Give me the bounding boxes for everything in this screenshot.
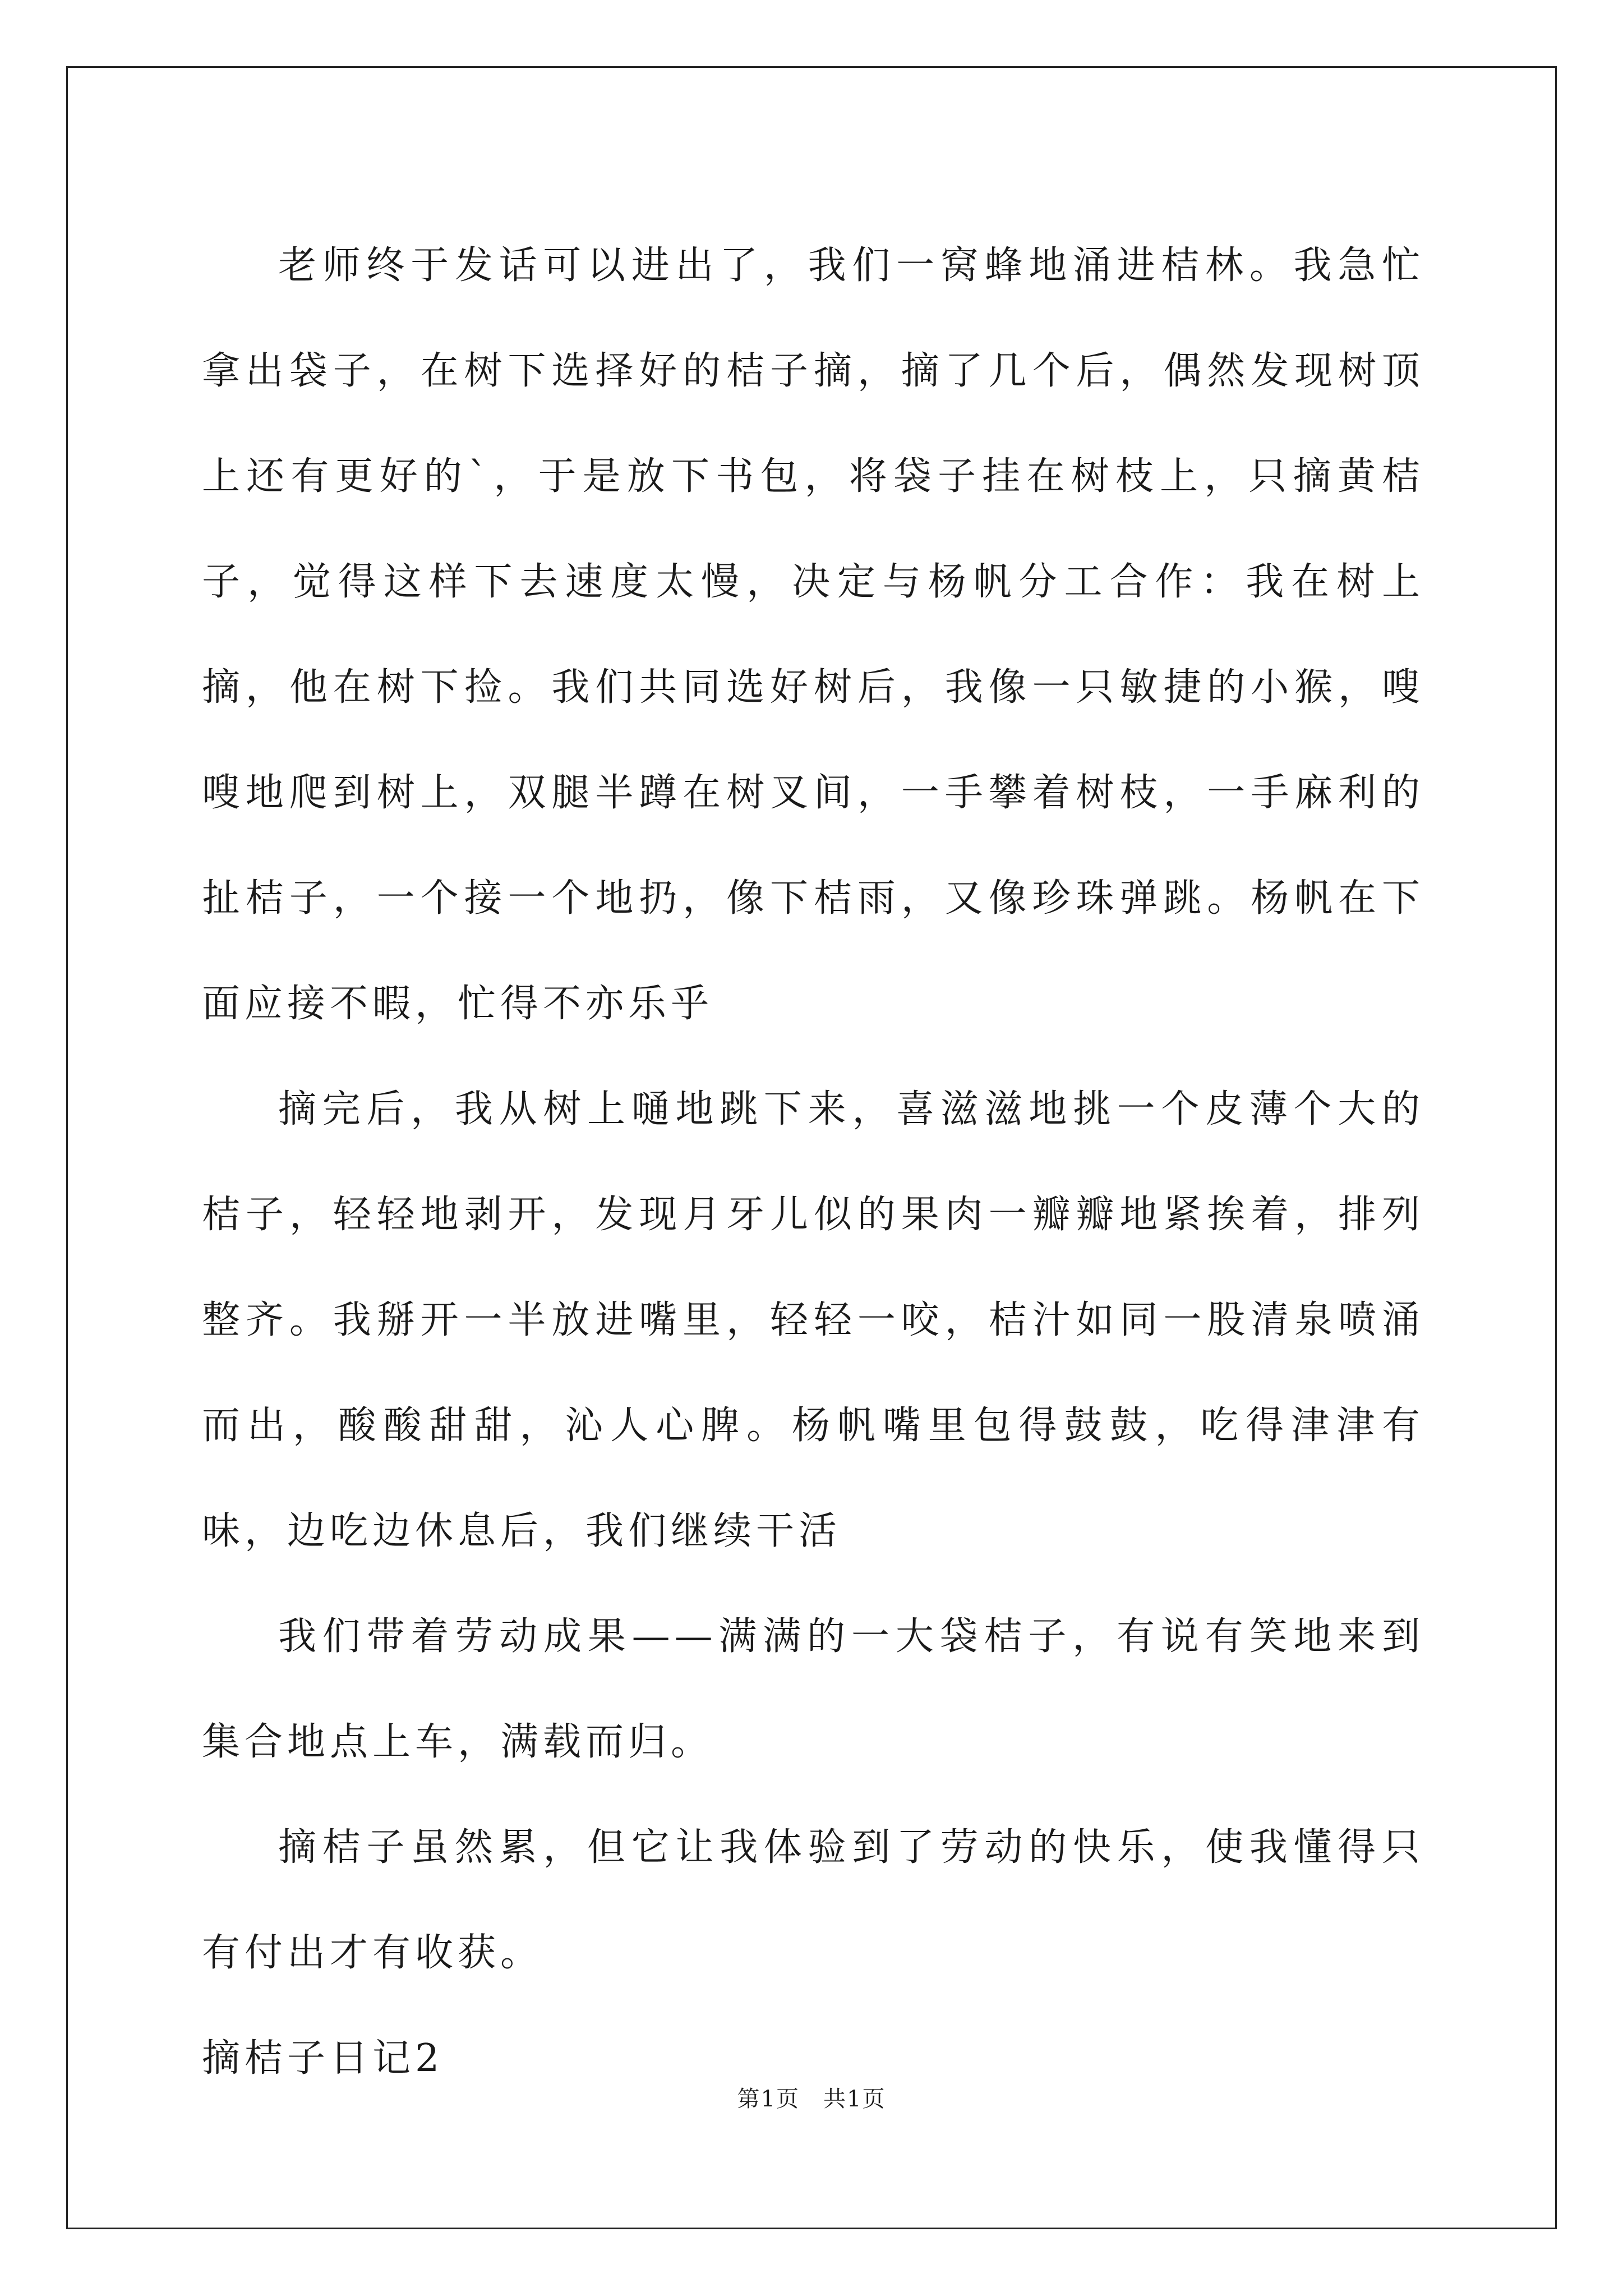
- section-heading: 摘桔子日记2: [202, 2036, 444, 2081]
- paragraph-3: 我们带着劳动成果——满满的一大袋桔子，有说有笑地来到集合地点上车，满载而归。: [202, 1614, 1424, 1764]
- page-footer: 第1页 共1页: [737, 2086, 886, 2112]
- document-body: [202, 213, 1424, 2111]
- paragraph-4: 摘桔子虽然累，但它让我体验到了劳动的快乐，使我懂得只有付出才有收获。: [202, 1825, 1424, 1975]
- paragraph-2: 摘完后，我从树上嗵地跳下来，喜滋滋地挑一个皮薄个大的桔子，轻轻地剥开，发现月牙儿似的果肉一瓣瓣地紧挨着，排列整齐。我掰开一半放进嘴里，轻轻一咬，桔汁如同一股清泉喷涌而出，酸酸甜甜，沁人心脾。杨帆嘴里包得鼓鼓，吃得津津有味，边吃边休息后，我们继续干活: [202, 1087, 1424, 1553]
- paragraph-1: 老师终于发话可以进出了，我们一窝蜂地涌进桔林。我急忙拿出袋子，在树下选择好的桔子摘，摘了几个后，偶然发现树顶上还有更好的`，于是放下书包，将袋子挂在树枝上，只摘黄桔子，觉得这样下去速度太慢，决定与杨帆分工合作：我在树上摘，他在树下捡。我们共同选好树后，我像一只敏捷的小猴，嗖嗖地爬到树上，双腿半蹲在树叉间，一手攀着树枝，一手麻利的扯桔子，一个接一个地扔，像下桔雨，又像珍珠弹跳。杨帆在下面应接不暇，忙得不亦乐乎: [202, 243, 1424, 1026]
